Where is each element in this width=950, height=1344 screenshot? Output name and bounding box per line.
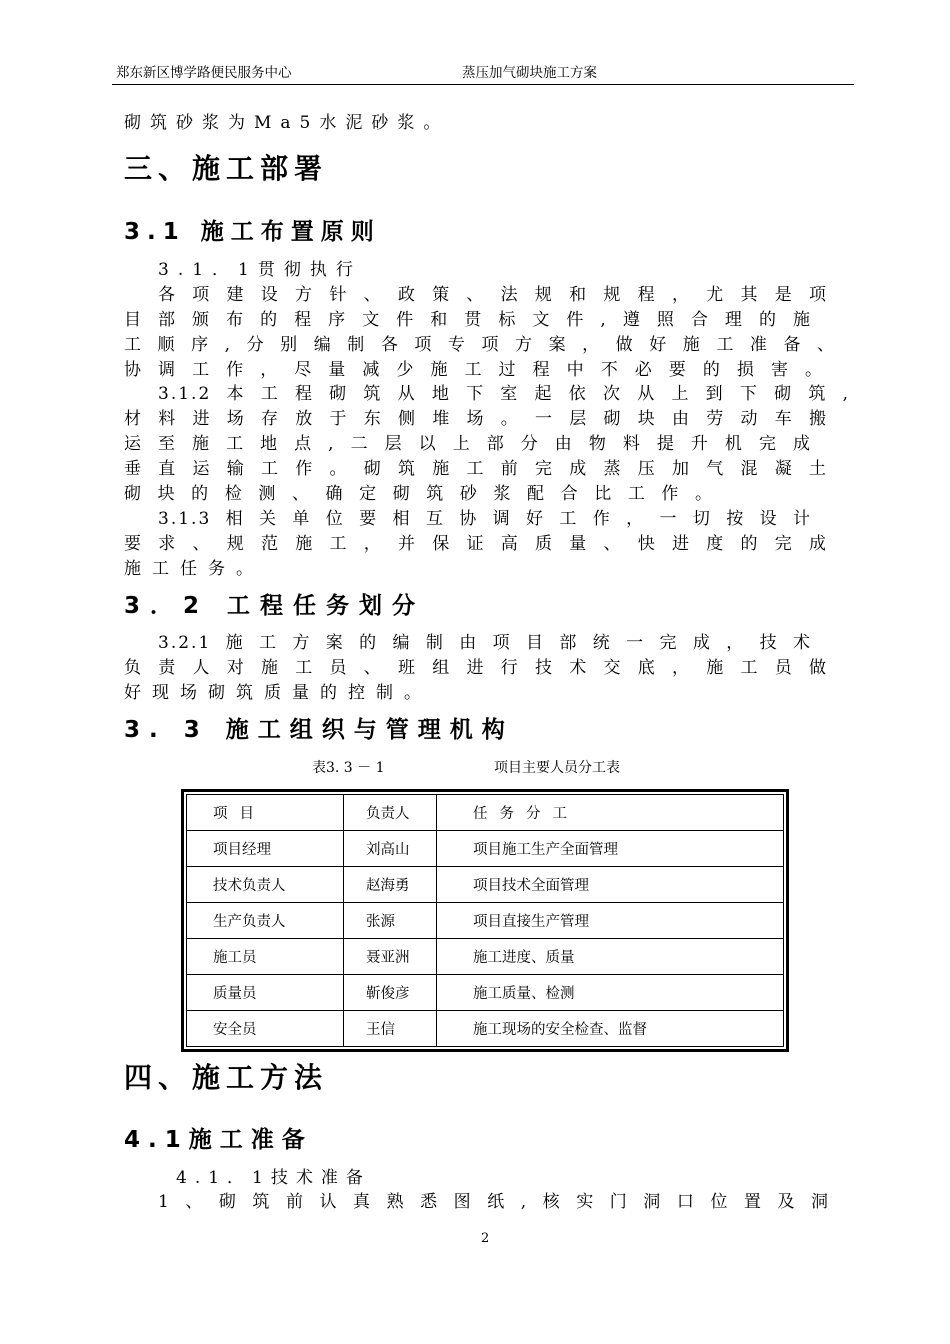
table-cell-person: 聂亚洲 [344, 939, 437, 975]
table-header-cell: 任务分工 [437, 795, 784, 831]
table-row [187, 939, 784, 975]
para-3-1-2-line: 3.1.2本工程砌筑从地下室起依次从上到下砌筑, [158, 384, 850, 404]
table-cell-person: 刘高山 [344, 831, 437, 867]
para-3-2-1-line: 好现场砌筑质量的控制。 [124, 683, 432, 703]
para-3-1-1-line: 各项建设方针、政策、法规和规程，尤其是项 [158, 285, 828, 305]
table-cell-person: 王信 [344, 1011, 437, 1047]
intro-line: 砌筑砂浆为Ma5水泥砂浆。 [124, 113, 450, 133]
para-3-1-2-line: 垂直运输工作。砌筑施工前完成蒸压加气混凝土 [124, 459, 828, 479]
para-4-1-1-line: 1、砌筑前认真熟悉图纸,核实门洞口位置及洞 [158, 1192, 830, 1212]
para-3-1-1-line: 工顺序,分别编制各项专项方案，做好施工准备、 [124, 335, 836, 355]
table-cell-person: 靳俊彦 [344, 975, 437, 1011]
header-left-text: 郑东新区博学路便民服务中心 [116, 65, 292, 81]
table-row [187, 903, 784, 939]
table-cell-duty: 项目施工生产全面管理 [437, 831, 784, 867]
para-3-1-2-line: 砌块的检测、确定砌筑砂浆配合比工作。 [124, 484, 714, 504]
table-cell-duty: 项目直接生产管理 [437, 903, 784, 939]
table-row [187, 975, 784, 1011]
section-3-3-title: 3. 3 施工组织与管理机构 [124, 717, 514, 743]
table-header-cell: 项目 [187, 795, 344, 831]
table-cell-person: 赵海勇 [344, 867, 437, 903]
para-3-1-3-line: 要求、规范施工，并保证高质量、快进度的完成 [124, 534, 828, 554]
para-3-1-1-line: 目部颁布的程序文件和贯标文件,遵照合理的施 [124, 310, 812, 330]
section-3-1-title: 3.1 施工布置原则 [124, 219, 381, 245]
table-cell-role: 质量员 [187, 975, 344, 1011]
table-cell-role: 生产负责人 [187, 903, 344, 939]
para-4-1-1-head: 4.1．1技术准备 [176, 1168, 371, 1188]
para-3-1-1-line: 协调工作，尽量减少施工过程中不必要的损害。 [124, 360, 824, 380]
table-caption-number: 表3. 3 － 1 [312, 760, 385, 776]
para-3-2-1-line: 负责人对施工员、班组进行技术交底，施工员做 [124, 658, 828, 678]
header-center-text: 蒸压加气砌块施工方案 [462, 65, 597, 81]
para-3-2-1-line: 3.2.1施工方案的编制由项目部统一完成，技术 [158, 633, 812, 653]
staff-table-grid [186, 794, 784, 1047]
table-cell-person: 张源 [344, 903, 437, 939]
section-3-2-title: 3．2 工程任务划分 [124, 593, 426, 619]
para-3-1-2-line: 运至施工地点,二层以上部分由物料提升机完成 [124, 434, 812, 454]
table-row [187, 1011, 784, 1047]
section-3-title: 三、施工部署 [124, 152, 329, 185]
staff-table [181, 789, 789, 1052]
page-number: 2 [481, 1231, 490, 1246]
table-cell-duty: 施工质量、检测 [437, 975, 784, 1011]
section-4-1-title: 4.1施工准备 [124, 1127, 313, 1153]
section-4-title: 四、施工方法 [124, 1061, 329, 1094]
para-3-1-1-head: 3.1．1贯彻执行 [158, 260, 362, 280]
table-row [187, 831, 784, 867]
table-cell-duty: 项目技术全面管理 [437, 867, 784, 903]
table-row [187, 867, 784, 903]
table-cell-role: 安全员 [187, 1011, 344, 1047]
header-rule [112, 84, 854, 85]
table-cell-role: 项目经理 [187, 831, 344, 867]
table-cell-role: 施工员 [187, 939, 344, 975]
table-cell-duty: 施工现场的安全检查、监督 [437, 1011, 784, 1047]
table-header-cell: 负责人 [344, 795, 437, 831]
para-3-1-3-line: 施工任务。 [124, 559, 264, 579]
para-3-1-3-line: 3.1.3相关单位要相互协调好工作，一切按设计 [158, 509, 812, 529]
table-caption-title: 项目主要人员分工表 [494, 760, 620, 776]
table-header-row [187, 795, 784, 831]
table-cell-role: 技术负责人 [187, 867, 344, 903]
para-3-1-2-line: 材料进场存放于东侧堆场。一层砌块由劳动车搬 [124, 409, 828, 429]
table-cell-duty: 施工进度、质量 [437, 939, 784, 975]
